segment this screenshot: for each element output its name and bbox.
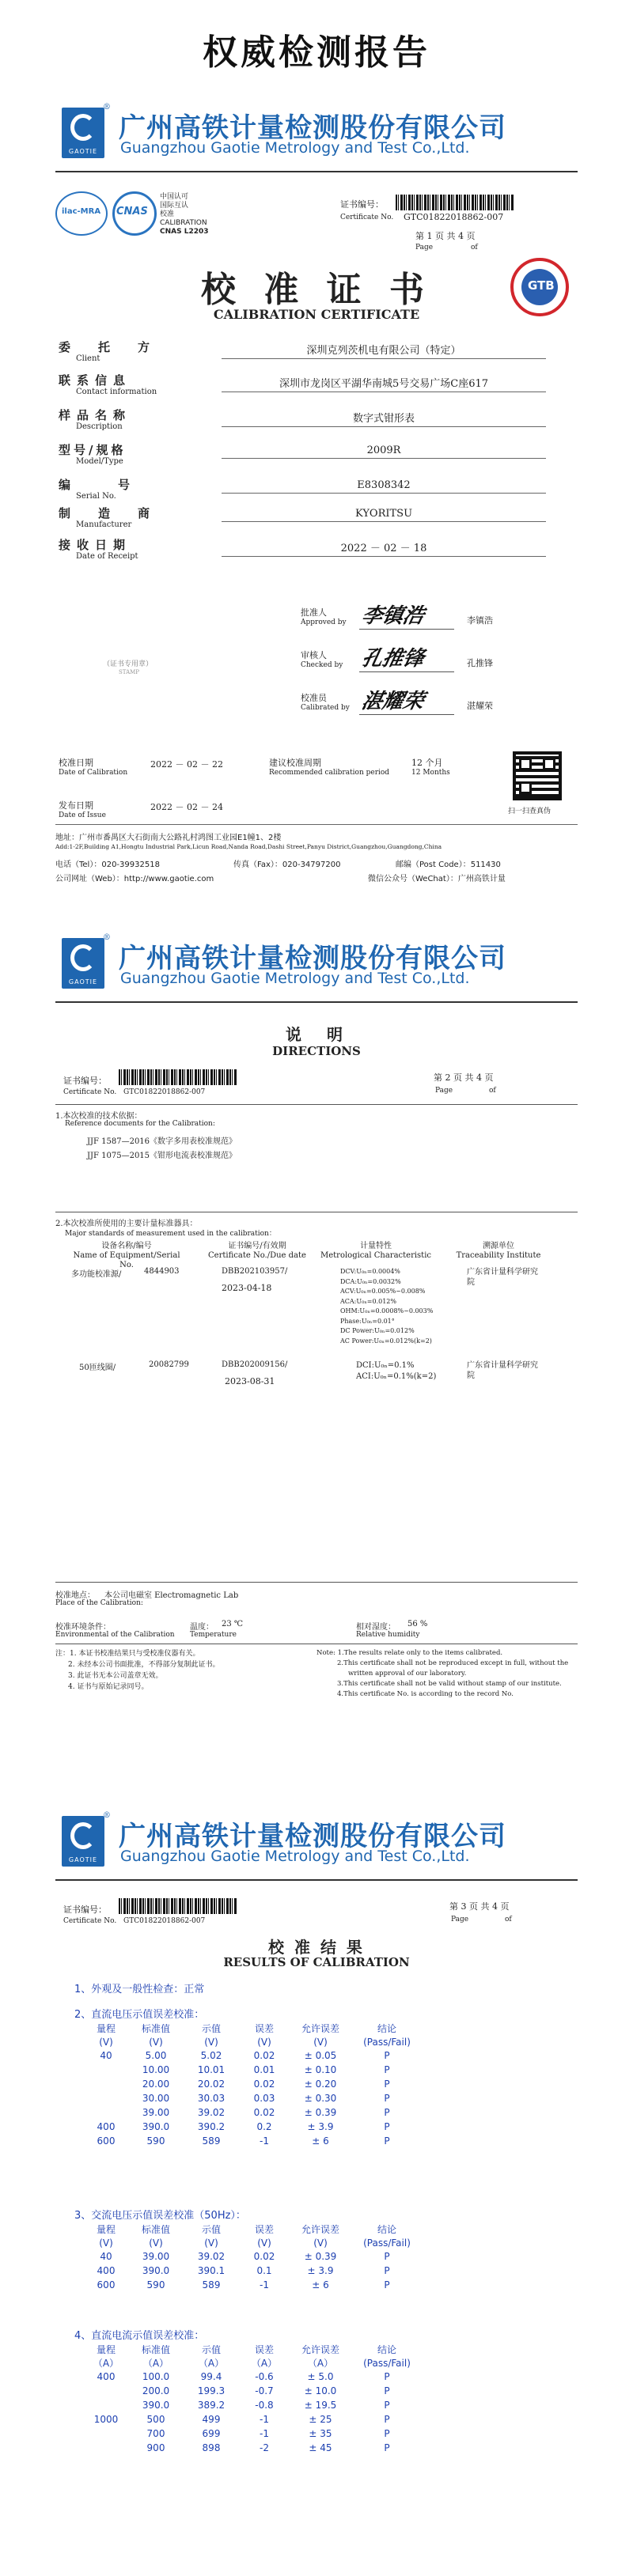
checker-signature: 孔推锋 [359, 647, 426, 671]
item2-title: 2.本次校准所使用的主要计量标准器具： [55, 1220, 198, 1228]
table-cell: 39.00 [142, 2107, 170, 2118]
checked-by-label-en: Checked by [301, 661, 343, 669]
contact-value: 深圳市龙岗区平湖华南城5号交易广场C座617 [222, 375, 546, 392]
table-cell: 0.02 [253, 2079, 275, 2090]
table-cell: ± 25 [309, 2414, 332, 2425]
std-header-name: 设备名称/编号 Name of Equipment/Serial No. [73, 1242, 180, 1269]
table-cell: 600 [97, 2135, 116, 2147]
post-code: 邮编（Post Code）：511430 [396, 861, 501, 869]
notes-cn: 注：1. 本证书校准结果只与受校准仪器有关。 2. 未经本公司书面批准，不得部分复制此证书。 3. 此证书无本公司盖章无效。 4. 证书与原始记录同号。 [55, 1650, 220, 1691]
receipt-date-value: 2022 － 02 － 18 [222, 539, 546, 557]
table-cell: P [384, 2279, 390, 2290]
ilac-mra-icon: ilac-MRA [55, 191, 108, 236]
header-divider [55, 1001, 578, 1003]
model-label-en: Model/Type [76, 457, 123, 466]
directions-title-en: DIRECTIONS [272, 1044, 361, 1058]
receipt-date-label: 接收日期 [59, 538, 132, 552]
table-cell: ± 0.39 [304, 2107, 337, 2118]
certificate-page-1 [55, 103, 578, 925]
page-number-cn: 第 3 页 共 4 页 [449, 1901, 510, 1912]
table-row [84, 2091, 423, 2105]
table-row [84, 2427, 423, 2441]
description-label-en: Description [76, 422, 123, 431]
table-header-row: 量程 标准值 示值 误差 允许误差 结论 [96, 2344, 396, 2355]
wechat: 微信公众号（WeChat）：广州高铁计量 [368, 875, 506, 883]
issue-date-label-en: Date of Issue [59, 811, 106, 819]
table-row [84, 2077, 423, 2091]
barcode-icon [396, 195, 514, 210]
manufacturer-label: 制 造 商 [59, 506, 158, 520]
place-label-en: Place of the Calibration: [55, 1599, 143, 1607]
calibrator-name: 湛耀荣 [467, 701, 493, 711]
fax: 传真（Fax）：020-34797200 [233, 861, 341, 869]
std2-cert: DBB202009156/ [222, 1360, 288, 1369]
company-seal-icon: GTB [510, 258, 569, 316]
table-cell: 389.2 [197, 2400, 226, 2411]
temperature-label: 温度： [190, 1623, 214, 1632]
table-cell: 900 [146, 2442, 165, 2453]
barcode-icon [119, 1069, 237, 1085]
table-cell: 1000 [93, 2414, 119, 2425]
table-cell: 0.02 [253, 2251, 275, 2262]
std2-characteristics: DCI:U₀ₙ=0.1% ACI:U₀ₙ=0.1%(k=2) [356, 1361, 437, 1381]
website [55, 872, 214, 883]
table-row [84, 2370, 423, 2384]
table-cell: 99.4 [200, 2371, 222, 2382]
table-cell: 39.00 [142, 2251, 170, 2262]
cert-no-label-en: Certificate No. [63, 1088, 117, 1096]
table-cell: 400 [97, 2121, 116, 2132]
approved-by-label: 批准人 [301, 607, 327, 618]
table-cell: 100.0 [142, 2371, 170, 2382]
table-cell: 589 [202, 2279, 221, 2290]
std1-due: 2023-04-18 [222, 1283, 272, 1293]
table-cell: 589 [202, 2135, 221, 2147]
table-cell: -1 [260, 2135, 269, 2147]
table-cell: P [384, 2428, 390, 2439]
table-cell: 390.0 [142, 2121, 170, 2132]
humidity-value: 56 % [407, 1620, 428, 1628]
table-row [84, 2063, 423, 2077]
table-unit-row: (V) (V) (V) (V) (V) (Pass/Fail) [99, 2237, 411, 2249]
table-unit-row: （A） （A） （A） （A） （A） (Pass/Fail) [93, 2357, 411, 2369]
of-label-en: of [471, 244, 478, 252]
certificate-fields [55, 339, 578, 576]
table-cell: ± 45 [309, 2442, 332, 2453]
table-row [84, 2412, 423, 2427]
std-header-chars: 计量特性 Metrological Characteristic [320, 1242, 431, 1260]
cert-no-value: GTC01822018862-007 [123, 1088, 206, 1096]
cal-date-label: 校准日期 [59, 758, 93, 768]
table-cell: ± 3.9 [307, 2121, 334, 2132]
item2-title-en: Major standards of measurement used in the calibration： [65, 1230, 276, 1238]
recal-period-label: 建议校准周期 [269, 758, 321, 768]
registered-mark: ® [103, 933, 111, 942]
approver-name: 李镇浩 [467, 615, 493, 626]
calibrator-signature: 湛耀荣 [359, 690, 426, 713]
std1-trace: 广东省计量科学研究院 [467, 1268, 538, 1287]
table-cell: -0.7 [255, 2385, 274, 2396]
temperature-label-en: Temperature [190, 1631, 237, 1639]
table-cell: P [384, 2064, 390, 2075]
certificate-page-3 [55, 1811, 578, 2570]
client-label: 委 托 方 [59, 340, 158, 354]
table-cell [84, 2091, 128, 2105]
table-cell: P [384, 2093, 390, 2104]
header-divider [55, 171, 578, 172]
table-cell: 400 [97, 2265, 116, 2276]
registered-mark: ® [103, 103, 111, 112]
table-cell: 10.00 [142, 2064, 170, 2075]
table-row [84, 2249, 423, 2264]
manufacturer-value: KYORITSU [222, 508, 546, 522]
certificate-title-cn: 校 准 证 书 [201, 270, 432, 310]
scan-verify-text: 扫一扫查真伪 [508, 808, 552, 815]
approved-by-label-en: Approved by [301, 618, 347, 626]
table-cell: 390.1 [197, 2265, 226, 2276]
table-cell: 0.1 [256, 2265, 272, 2276]
recal-period-value: 12 个月 [411, 758, 443, 768]
table-row [84, 2105, 423, 2120]
address-en: Add:1-2F,Building A1,Hongtu Industrial Park,Licun Road,Nanda Road,Dashi Street,Panyu District,Guangzhou,Guangdong,China [55, 843, 442, 850]
qr-code-icon[interactable] [513, 751, 562, 800]
table-cell: 0.02 [253, 2107, 275, 2118]
table-cell: 20.02 [197, 2079, 226, 2090]
table-cell: P [384, 2050, 390, 2061]
table-cell: 5.00 [145, 2050, 167, 2061]
table-cell: 590 [146, 2279, 165, 2290]
table-cell [84, 2398, 128, 2412]
table-cell: 40 [100, 2251, 112, 2262]
description-label: 样品名称 [59, 408, 132, 422]
table-cell: ± 0.39 [304, 2251, 337, 2262]
cert-no-label-en: Certificate No. [63, 1917, 117, 1925]
receipt-date-label-en: Date of Receipt [76, 552, 138, 561]
table-cell: ± 6 [312, 2279, 329, 2290]
temperature-value: 23 ℃ [222, 1620, 244, 1628]
table-cell: ± 10.0 [304, 2385, 337, 2396]
table-row [84, 2134, 423, 2148]
env-label: 校准环境条件： [55, 1623, 111, 1632]
table-cell: 30.03 [197, 2093, 226, 2104]
cal-date-label-en: Date of Calibration [59, 769, 128, 777]
table-cell: ± 35 [309, 2428, 332, 2439]
table-cell: 390.0 [142, 2400, 170, 2411]
table-cell: 390.2 [197, 2121, 226, 2132]
calibrated-by-label-en: Calibrated by [301, 704, 350, 712]
ref-doc-1: JJF 1587—2016《数字多用表校准规范》 [87, 1137, 237, 1146]
cert-no-label: 证书编号： [340, 199, 384, 210]
company-name-en: Guangzhou Gaotie Metrology and Test Co.,Ltd. [120, 1848, 470, 1865]
company-brand-header [55, 1811, 578, 1874]
table-row [84, 2278, 423, 2292]
table-row [84, 2398, 423, 2412]
company-name-en: Guangzhou Gaotie Metrology and Test Co.,Ltd. [120, 139, 470, 157]
table-cell: 0.2 [256, 2121, 272, 2132]
table-cell: 30.00 [142, 2093, 170, 2104]
table-cell: P [384, 2251, 390, 2262]
model-value: 2009R [222, 444, 546, 459]
std2-trace: 广东省计量科学研究院 [467, 1361, 538, 1380]
table-cell: -0.6 [255, 2371, 274, 2382]
table-cell [84, 2077, 128, 2091]
table-cell [84, 2063, 128, 2077]
table-cell: -1 [260, 2414, 269, 2425]
table-cell: 699 [202, 2428, 221, 2439]
certificate-title-en: CALIBRATION CERTIFICATE [213, 307, 420, 322]
description-value: 数字式钳形表 [222, 410, 546, 427]
table-cell: 499 [202, 2414, 221, 2425]
page-label-en: Page [435, 1087, 453, 1095]
table-cell: 600 [97, 2279, 116, 2290]
cnas-badge-icon: CNAS [112, 191, 157, 236]
table-cell: ± 0.05 [304, 2050, 337, 2061]
company-logo-icon: GAOTIE [62, 108, 104, 158]
table-cell: ± 6 [312, 2135, 329, 2147]
approver-signature: 李镇浩 [359, 604, 426, 628]
company-logo-icon: GAOTIE [62, 1816, 104, 1867]
issue-date-label: 发布日期 [59, 800, 93, 811]
website-link[interactable]: 公司网址（Web）：http://www.gaotie.com [55, 875, 214, 883]
serial-value: E8308342 [222, 479, 546, 494]
table-row [84, 2120, 423, 2134]
recal-period-value-en: 12 Months [411, 769, 450, 777]
client-label-en: Client [76, 354, 100, 363]
company-name-cn: 广州高铁计量检测股份有限公司 [119, 1821, 506, 1852]
std1-cert: DBB202103957/ [222, 1267, 288, 1276]
table-cell: ± 3.9 [307, 2265, 334, 2276]
table-cell: 40 [100, 2050, 112, 2061]
table-cell: ± 5.0 [307, 2371, 334, 2382]
of-label-en: of [505, 1916, 512, 1923]
cert-no-label: 证书编号： [63, 1076, 107, 1086]
table-unit-row: (V) (V) (V) (V) (V) (Pass/Fail) [99, 2036, 411, 2048]
notes-en: Note: 1.The results relate only to the items calibrated. 2.This certificate shall not be reproduced except in full, without the written approval of our laboratory. 3.This certificate shall not be valid without stamp of our institute. 4.This certificate No. is according to the record No. [316, 1649, 569, 1698]
std2-serial: 20082799 [149, 1360, 189, 1369]
table-cell: P [384, 2400, 390, 2411]
table-cell: 39.02 [197, 2251, 226, 2262]
serial-label: 编 号 [59, 478, 138, 492]
std2-due: 2023-08-31 [225, 1376, 275, 1386]
page-number-cn: 第 1 页 共 4 页 [415, 231, 476, 241]
item1-title-en: Reference documents for the Calibration: [65, 1120, 215, 1128]
contact-label: 联系信息 [59, 373, 132, 388]
table-cell: P [384, 2079, 390, 2090]
registered-mark: ® [103, 1811, 111, 1820]
table-cell: 200.0 [142, 2385, 170, 2396]
table-cell: ± 0.10 [304, 2064, 337, 2075]
std-header-cert: 证书编号/有效期 Certificate No./Due date [208, 1242, 306, 1260]
page-header-title: 权威检测报告 [203, 32, 430, 73]
company-logo-icon: GAOTIE [62, 938, 104, 989]
tel: 电话（Tel）：020-39932518 [55, 861, 160, 869]
seal-note: （证书专用章） [103, 660, 154, 668]
dca-results-table [84, 2343, 423, 2455]
place-value: 本公司电磁室 Electromagnetic Lab [104, 1591, 239, 1600]
of-label-en: of [489, 1087, 496, 1095]
directions-title-cn: 说 明 [286, 1025, 347, 1044]
cert-no-value: GTC01822018862-007 [404, 212, 504, 222]
table-cell: 10.01 [197, 2064, 226, 2075]
page-label-en: Page [415, 244, 434, 252]
table-cell: 590 [146, 2135, 165, 2147]
dcv-results-table [84, 2022, 423, 2148]
header-divider [55, 1879, 578, 1881]
section-acv-title: 3、交流电压示值误差校准（50Hz）： [74, 2210, 246, 2222]
humidity-label: 相对湿度： [356, 1623, 396, 1632]
model-label: 型号/规格 [59, 443, 127, 457]
cert-no-label-en: Certificate No. [340, 214, 394, 221]
table-cell: 5.02 [200, 2050, 222, 2061]
table-cell: 0.02 [253, 2050, 275, 2061]
ref-doc-2: JJF 1075—2015《钳形电流表校准规范》 [87, 1152, 237, 1160]
std1-serial: 4844903 [144, 1267, 180, 1276]
table-row [84, 2384, 423, 2398]
table-cell: P [384, 2442, 390, 2453]
env-label-en: Environmental of the Calibration [55, 1631, 175, 1639]
place-label: 校准地点： [55, 1591, 95, 1600]
table-cell: 0.01 [253, 2064, 275, 2075]
calibrated-by-label: 校准员 [301, 693, 327, 703]
table-cell: -1 [260, 2428, 269, 2439]
cert-no-value: GTC01822018862-007 [123, 1917, 206, 1925]
table-cell: P [384, 2135, 390, 2147]
table-cell: ± 0.20 [304, 2079, 337, 2090]
table-cell: 0.03 [253, 2093, 275, 2104]
std1-name: 多功能校准源/ [71, 1270, 122, 1279]
table-cell: 39.02 [197, 2107, 226, 2118]
std1-characteristics: DCV:U₀ₙ=0.0004% DCA:U₀ₙ=0.0032% ACV:U₀ₙ=0.005%~0.008% ACA:U₀ₙ=0.012% OHM:U₀ₙ=0.0008%~0.003% Phase:U₀ₙ=0.01° DC Power:U₀ₙ=0.012% AC Power:U₀ₙ=0.012%(k=2) [340, 1268, 434, 1345]
page-label-en: Page [451, 1916, 469, 1923]
recal-period-label-en: Recommended calibration period [269, 769, 390, 777]
table-cell [84, 2384, 128, 2398]
table-cell: 20.00 [142, 2079, 170, 2090]
company-brand-header [55, 103, 578, 166]
table-cell: P [384, 2385, 390, 2396]
client-value: 深圳克列茨机电有限公司（特定） [222, 342, 546, 359]
table-cell: P [384, 2265, 390, 2276]
seal-note-stamp: STAMP [119, 669, 140, 675]
section-dcv-title: 2、直流电压示值误差校准： [74, 2009, 205, 2021]
table-row [84, 2441, 423, 2455]
table-cell: 500 [146, 2414, 165, 2425]
page-number-cn: 第 2 页 共 4 页 [434, 1072, 494, 1083]
table-cell: 390.0 [142, 2265, 170, 2276]
table-cell: 898 [202, 2442, 221, 2453]
std2-name: 50匝线圈/ [79, 1364, 116, 1372]
certificate-page-2 [55, 933, 578, 1803]
serial-label-en: Serial No. [76, 492, 116, 501]
table-cell [84, 2427, 128, 2441]
checker-name: 孔推锋 [467, 658, 493, 668]
table-header-row: 量程 标准值 示值 误差 允许误差 结论 [96, 2023, 396, 2034]
acv-results-table [84, 2222, 423, 2292]
humidity-label-en: Relative humidity [356, 1631, 420, 1639]
company-name-cn: 广州高铁计量检测股份有限公司 [119, 943, 506, 974]
table-cell: 199.3 [197, 2385, 226, 2396]
table-cell [84, 2441, 128, 2455]
table-cell: -2 [260, 2442, 269, 2453]
table-cell: P [384, 2121, 390, 2132]
table-cell: -0.8 [255, 2400, 274, 2411]
checked-by-label: 审核人 [301, 650, 327, 660]
company-name-cn: 广州高铁计量检测股份有限公司 [119, 112, 506, 144]
table-cell: P [384, 2107, 390, 2118]
table-cell: 400 [97, 2371, 116, 2382]
contact-label-en: Contact information [76, 388, 157, 396]
table-cell: ± 0.30 [304, 2093, 337, 2104]
section-appearance: 1、外观及一般性检查：正常 [74, 1984, 205, 1995]
barcode-icon [119, 1898, 237, 1914]
table-row [84, 2264, 423, 2278]
item1-title: 1.本次校准的技术依据： [55, 1112, 142, 1121]
cnas-accreditation-text: 中国认可 国际互认 校准 CALIBRATION CNAS L2203 [160, 193, 209, 236]
address-cn: 地址：广州市番禺区大石街南大公路礼村鸿图工业园E1幢1、2楼 [55, 834, 282, 842]
std-header-trace: 溯源单位 Traceability Institute [456, 1242, 541, 1260]
table-row [84, 2048, 423, 2063]
table-cell [84, 2105, 128, 2120]
company-brand-header [55, 933, 578, 997]
table-cell: 700 [146, 2428, 165, 2439]
table-cell: P [384, 2371, 390, 2382]
section-dca-title: 4、直流电流示值误差校准： [74, 2330, 205, 2342]
results-title-cn: 校 准 结 果 [268, 1938, 365, 1957]
company-name-en: Guangzhou Gaotie Metrology and Test Co.,Ltd. [120, 970, 470, 987]
cert-no-label: 证书编号： [63, 1905, 107, 1915]
manufacturer-label-en: Manufacturer [76, 520, 132, 529]
table-cell: P [384, 2414, 390, 2425]
table-cell: -1 [260, 2279, 269, 2290]
table-header-row: 量程 标准值 示值 误差 允许误差 结论 [96, 2224, 396, 2235]
table-cell: ± 19.5 [304, 2400, 337, 2411]
issue-date-value: 2022 － 02 － 24 [150, 802, 223, 812]
cal-date-value: 2022 － 02 － 22 [150, 759, 223, 770]
results-title-en: RESULTS OF CALIBRATION [223, 1955, 410, 1969]
